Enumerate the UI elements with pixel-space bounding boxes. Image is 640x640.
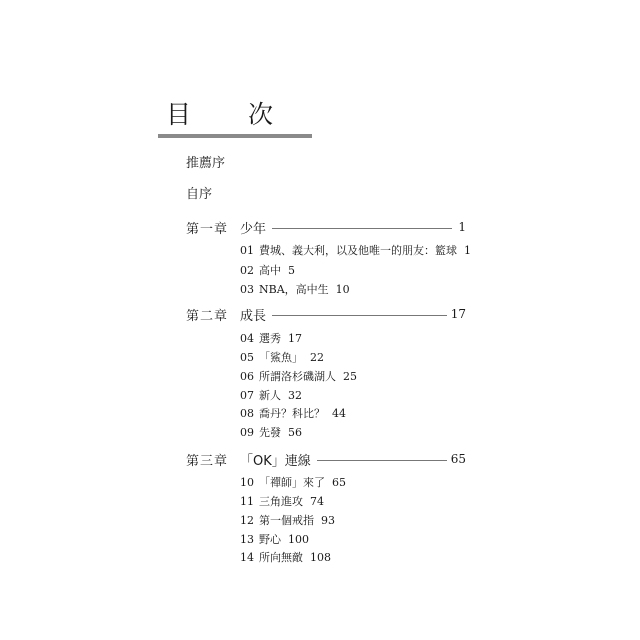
- chapter-3-title: 「OK」連線: [240, 453, 311, 469]
- section-title: 選秀: [259, 332, 281, 345]
- section-page: 65: [332, 476, 346, 489]
- section-page: 1: [464, 244, 471, 257]
- section-02: [240, 264, 295, 278]
- section-title: NBA，高中生: [259, 283, 329, 296]
- section-number: 10: [240, 476, 254, 489]
- front-matter-preface: 自序: [186, 187, 213, 202]
- page-title: 目 次: [166, 100, 290, 129]
- section-title: 所向無敵: [259, 551, 303, 564]
- section-title: 「鯊魚」: [259, 351, 303, 364]
- section-number: 12: [240, 514, 254, 527]
- section-title: 費城、義大利，以及他唯一的朋友：籃球: [259, 244, 457, 257]
- section-01: [240, 244, 471, 258]
- section-page: 44: [332, 407, 346, 420]
- chapter-2-heading: [186, 305, 466, 323]
- chapter-1-label: 第一章: [186, 221, 229, 237]
- section-14: [240, 551, 331, 565]
- section-number: 07: [240, 389, 254, 402]
- section-page: 5: [288, 264, 295, 277]
- section-04: [240, 332, 302, 346]
- section-03: [240, 283, 350, 297]
- section-title: 所謂洛杉磯湖人: [259, 370, 336, 383]
- section-page: 32: [288, 389, 302, 402]
- section-number: 13: [240, 533, 254, 546]
- section-number: 06: [240, 370, 254, 383]
- section-title: 野心: [259, 533, 281, 546]
- front-matter-foreword: 推薦序: [186, 156, 226, 171]
- section-title: 三角進攻: [259, 495, 303, 508]
- section-number: 04: [240, 332, 254, 345]
- section-number: 14: [240, 551, 254, 564]
- section-12: [240, 514, 335, 528]
- section-06: [240, 370, 357, 384]
- section-number: 11: [240, 495, 254, 508]
- chapter-2-title: 成長: [240, 308, 267, 324]
- chapter-1-title: 少年: [240, 221, 267, 237]
- section-page: 93: [321, 514, 335, 527]
- section-page: 100: [288, 533, 309, 546]
- chapter-1-leader: [272, 228, 452, 229]
- section-title: 「禪師」來了: [259, 476, 325, 489]
- section-10: [240, 476, 346, 490]
- section-number: 05: [240, 351, 254, 364]
- section-number: 09: [240, 426, 254, 439]
- chapter-1-heading: [186, 218, 466, 236]
- section-page: 10: [335, 283, 350, 296]
- chapter-2-label: 第二章: [186, 308, 229, 324]
- chapter-1-page: 1: [458, 220, 466, 234]
- section-page: 108: [310, 551, 331, 564]
- chapter-3-page: 65: [450, 452, 466, 466]
- title-rule: [158, 134, 312, 138]
- section-number: 08: [240, 407, 254, 420]
- section-title: 新人: [259, 389, 281, 402]
- section-09: [240, 426, 302, 440]
- section-page: 56: [288, 426, 302, 439]
- section-11: [240, 495, 324, 509]
- section-title: 第一個戒指: [259, 514, 314, 527]
- section-number: 03: [240, 283, 254, 296]
- section-page: 22: [310, 351, 324, 364]
- section-title: 先發: [259, 426, 281, 439]
- section-title: 喬丹？科比？: [259, 407, 325, 420]
- section-05: [240, 351, 324, 365]
- section-08: [240, 407, 346, 421]
- section-page: 17: [288, 332, 302, 345]
- section-page: 74: [310, 495, 324, 508]
- section-page: 25: [343, 370, 357, 383]
- chapter-3-label: 第三章: [186, 453, 229, 469]
- chapter-2-page: 17: [450, 307, 466, 321]
- section-07: [240, 389, 302, 403]
- section-number: 01: [240, 244, 254, 257]
- section-number: 02: [240, 264, 254, 277]
- chapter-3-heading: [186, 450, 466, 468]
- section-13: [240, 533, 309, 547]
- section-title: 高中: [259, 264, 281, 277]
- chapter-2-leader: [272, 315, 447, 316]
- chapter-3-leader: [317, 460, 447, 461]
